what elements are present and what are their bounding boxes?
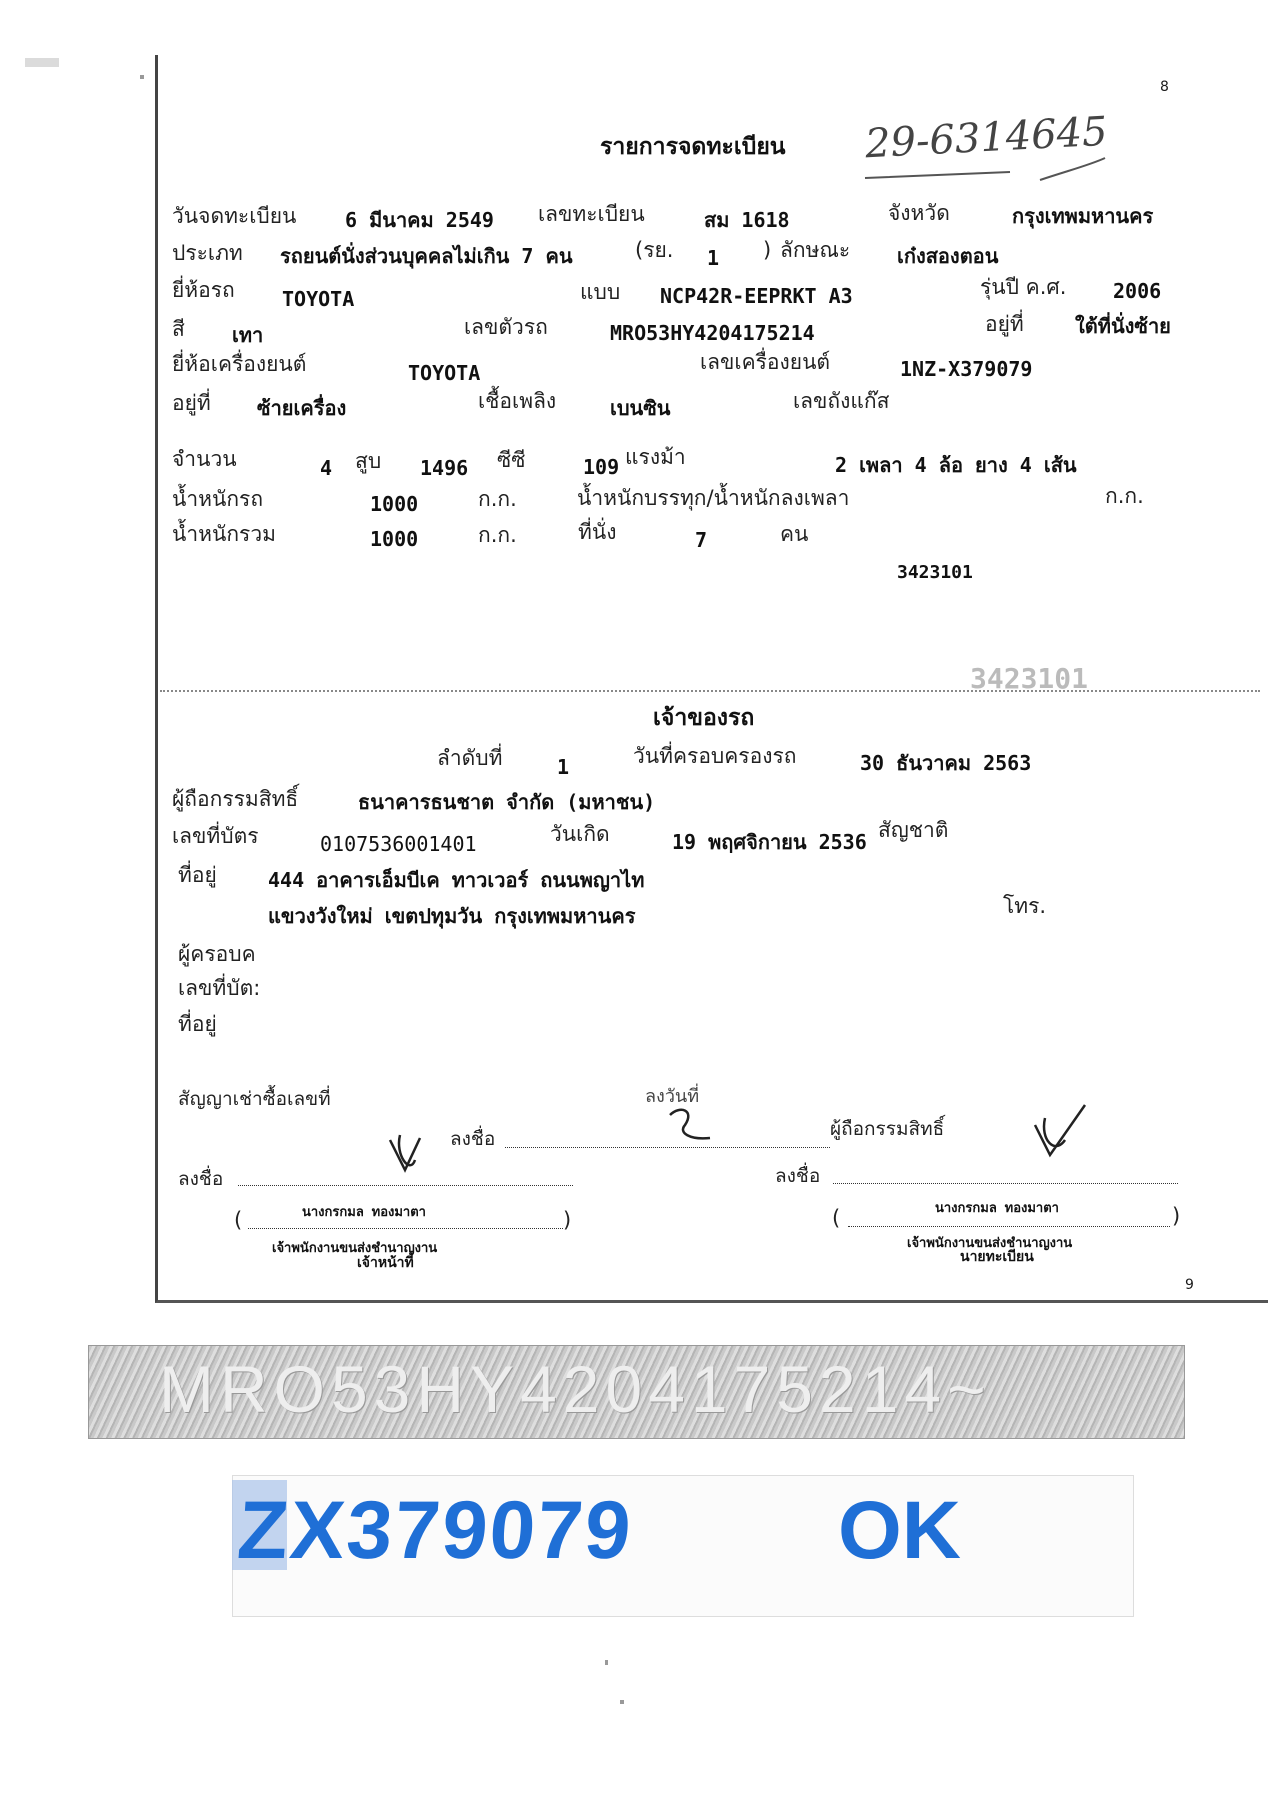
registration-code: 3423101	[897, 562, 973, 583]
signature-mark-right	[1025, 1100, 1095, 1160]
id-number: 0107536001401	[320, 832, 477, 856]
style: เก๋งสองตอน	[897, 244, 999, 268]
address-line-1: 444 อาคารเอ็มบีเค ทาวเวอร์ ถนนพญาไท	[268, 868, 645, 892]
color-label: สี	[172, 317, 185, 341]
plate: สม 1618	[704, 208, 790, 232]
engine-number-handwritten: ZX379079	[234, 1485, 636, 1576]
horsepower-unit: แรงม้า	[625, 445, 686, 469]
holder-sign-label: ลงชื่อ	[450, 1128, 496, 1150]
color: เทา	[232, 323, 264, 347]
name-line-left	[248, 1228, 563, 1229]
chassis-number: MRO53HY4204175214	[610, 321, 815, 345]
seq-label: ลำดับที่	[437, 746, 503, 770]
cylinders: 4	[320, 456, 333, 480]
sign-date-label: ลงวันที่	[645, 1086, 700, 1107]
registrar-sign-label: ลงชื่อ	[775, 1165, 821, 1187]
load-unit: ก.ก.	[1105, 484, 1144, 508]
gross-weight-label: น้ำหนักรวม	[172, 522, 276, 546]
axles-wheels: 2 เพลา 4 ล้อ ยาง 4 เส้น	[835, 453, 1077, 477]
scan-speck	[620, 1700, 624, 1704]
possess-date-label: วันที่ครอบครองรถ	[633, 744, 797, 768]
engine-brand: TOYOTA	[408, 361, 481, 385]
reg-date: 6 มีนาคม 2549	[345, 208, 494, 232]
lease-contract-label: สัญญาเช่าซื้อเลขที่	[178, 1088, 331, 1110]
officer-title-right: เจ้าพนักงานขนส่งชำนาญงาน	[907, 1236, 1073, 1251]
officer-title2-left: เจ้าหน้าที่	[357, 1255, 414, 1271]
chassis-label: เลขตัวรถ	[464, 315, 548, 339]
engine-location: ซ้ายเครื่อง	[257, 396, 347, 420]
chassis-location-label: อยู่ที่	[985, 312, 1024, 336]
holder: ธนาคารธนชาต จำกัด (มหาชน)	[358, 790, 656, 814]
gas-tank-label: เลขถังแก๊ส	[793, 389, 890, 413]
section-divider	[160, 690, 1260, 692]
reg-date-label: วันจดทะเบียน	[172, 204, 297, 228]
signature-mark-left	[385, 1130, 445, 1180]
officer-title-left: เจ้าพนักงานขนส่งชำนาญงาน	[272, 1241, 438, 1256]
ok-mark: OK	[838, 1485, 961, 1576]
type: รถยนต์นั่งส่วนบุคคลไม่เกิน 7 คน	[280, 244, 573, 268]
cc-unit: ซีซี	[497, 448, 526, 472]
brand-label: ยี่ห้อรถ	[172, 278, 235, 302]
officer-name-left: นางกรกมล ทองมาตา	[302, 1205, 426, 1220]
chassis-rubbing	[88, 1345, 1185, 1439]
signature-mark-center	[660, 1100, 720, 1150]
engine-number: 1NZ-X379079	[900, 357, 1033, 381]
paren-close-right: )	[1172, 1204, 1181, 1228]
cc: 1496	[420, 456, 469, 480]
plate-label: เลขทะเบียน	[538, 202, 645, 226]
possessor-address-label: ที่อยู่	[178, 1012, 217, 1036]
brand: TOYOTA	[282, 287, 355, 311]
seq: 1	[557, 755, 570, 779]
year: 2006	[1113, 279, 1162, 303]
paren-open-right: (	[832, 1206, 841, 1230]
scan-speck	[25, 58, 59, 67]
officer-title2-right: นายทะเบียน	[960, 1249, 1034, 1265]
gross-weight: 1000	[370, 527, 419, 551]
ry-label: (รย.	[635, 238, 674, 262]
holder-label: ผู้ถือกรรมสิทธิ์	[172, 787, 299, 811]
officer-sign-label: ลงชื่อ	[178, 1168, 224, 1190]
type-label: ประเภท	[172, 241, 243, 265]
tel-label: โทร.	[1003, 894, 1047, 918]
nationality-label: สัญชาติ	[878, 818, 949, 842]
chassis-location: ใต้ที่นั่งซ้าย	[1075, 314, 1171, 338]
weight-unit: ก.ก.	[478, 487, 517, 511]
gross-weight-unit: ก.ก.	[478, 523, 517, 547]
style-label: ลักษณะ	[780, 238, 851, 262]
seats: 7	[695, 528, 708, 552]
registrar-sign-line	[833, 1183, 1178, 1184]
model: NCP42R-EEPRKT A3	[660, 284, 853, 308]
engine-location-label: อยู่ที่	[172, 391, 211, 415]
officer-sign-line	[238, 1185, 573, 1186]
name-line-right	[848, 1226, 1170, 1227]
engine-brand-label: ยี่ห้อเครื่องยนต์	[172, 352, 307, 376]
handwritten-underline	[860, 150, 1110, 190]
birth-label: วันเกิด	[550, 822, 610, 846]
registration-title: รายการจดทะเบียน	[600, 134, 786, 160]
province: กรุงเทพมหานคร	[1012, 204, 1154, 228]
fuel: เบนซิน	[610, 396, 671, 420]
horsepower: 109	[583, 455, 620, 479]
possessor-label: ผู้ครอบค	[178, 942, 256, 966]
fuel-label: เชื้อเพลิง	[478, 389, 557, 413]
page-mark-top: 8	[1160, 79, 1169, 95]
paren-open-left: (	[234, 1208, 243, 1232]
seats-label: ที่นั่ง	[578, 520, 617, 544]
count-label: จำนวน	[172, 447, 237, 471]
owner-title: เจ้าของรถ	[653, 705, 755, 731]
handwritten-reference: 29-6314645	[863, 108, 1109, 168]
ry-value: 1	[707, 246, 720, 270]
ry-close: )	[763, 238, 772, 262]
seats-unit: คน	[780, 522, 809, 546]
year-label: รุ่นปี ค.ศ.	[980, 275, 1067, 299]
weight: 1000	[370, 492, 419, 516]
id-label: เลขที่บัตร	[172, 824, 259, 848]
page-mark-bottom: 9	[1185, 1277, 1194, 1293]
faint-code: 3423101	[970, 662, 1089, 695]
officer-name-right: นางกรกมล ทองมาตา	[935, 1201, 1059, 1216]
model-label: แบบ	[580, 280, 621, 304]
weight-label: น้ำหนักรถ	[172, 487, 264, 511]
cylinders-unit: สูบ	[355, 449, 382, 473]
possessor-id-label: เลขที่บัต:	[178, 976, 261, 1000]
holder-sign-suffix: ผู้ถือกรรมสิทธิ์	[830, 1118, 945, 1140]
possess-date: 30 ธันวาคม 2563	[860, 751, 1032, 775]
address-label: ที่อยู่	[178, 863, 217, 887]
province-label: จังหวัด	[888, 201, 950, 225]
address-line-2: แขวงวังใหม่ เขตปทุมวัน กรุงเทพมหานคร	[268, 904, 636, 928]
paren-close-left: )	[563, 1208, 572, 1232]
chassis-rubbing-text: MRO53HY4204175214~	[159, 1352, 992, 1426]
engine-number-label: เลขเครื่องยนต์	[700, 350, 831, 374]
scan-speck	[140, 75, 144, 79]
load-label: น้ำหนักบรรทุก/น้ำหนักลงเพลา	[577, 486, 850, 510]
scan-speck	[605, 1660, 608, 1665]
birth-date: 19 พฤศจิกายน 2536	[672, 830, 867, 854]
